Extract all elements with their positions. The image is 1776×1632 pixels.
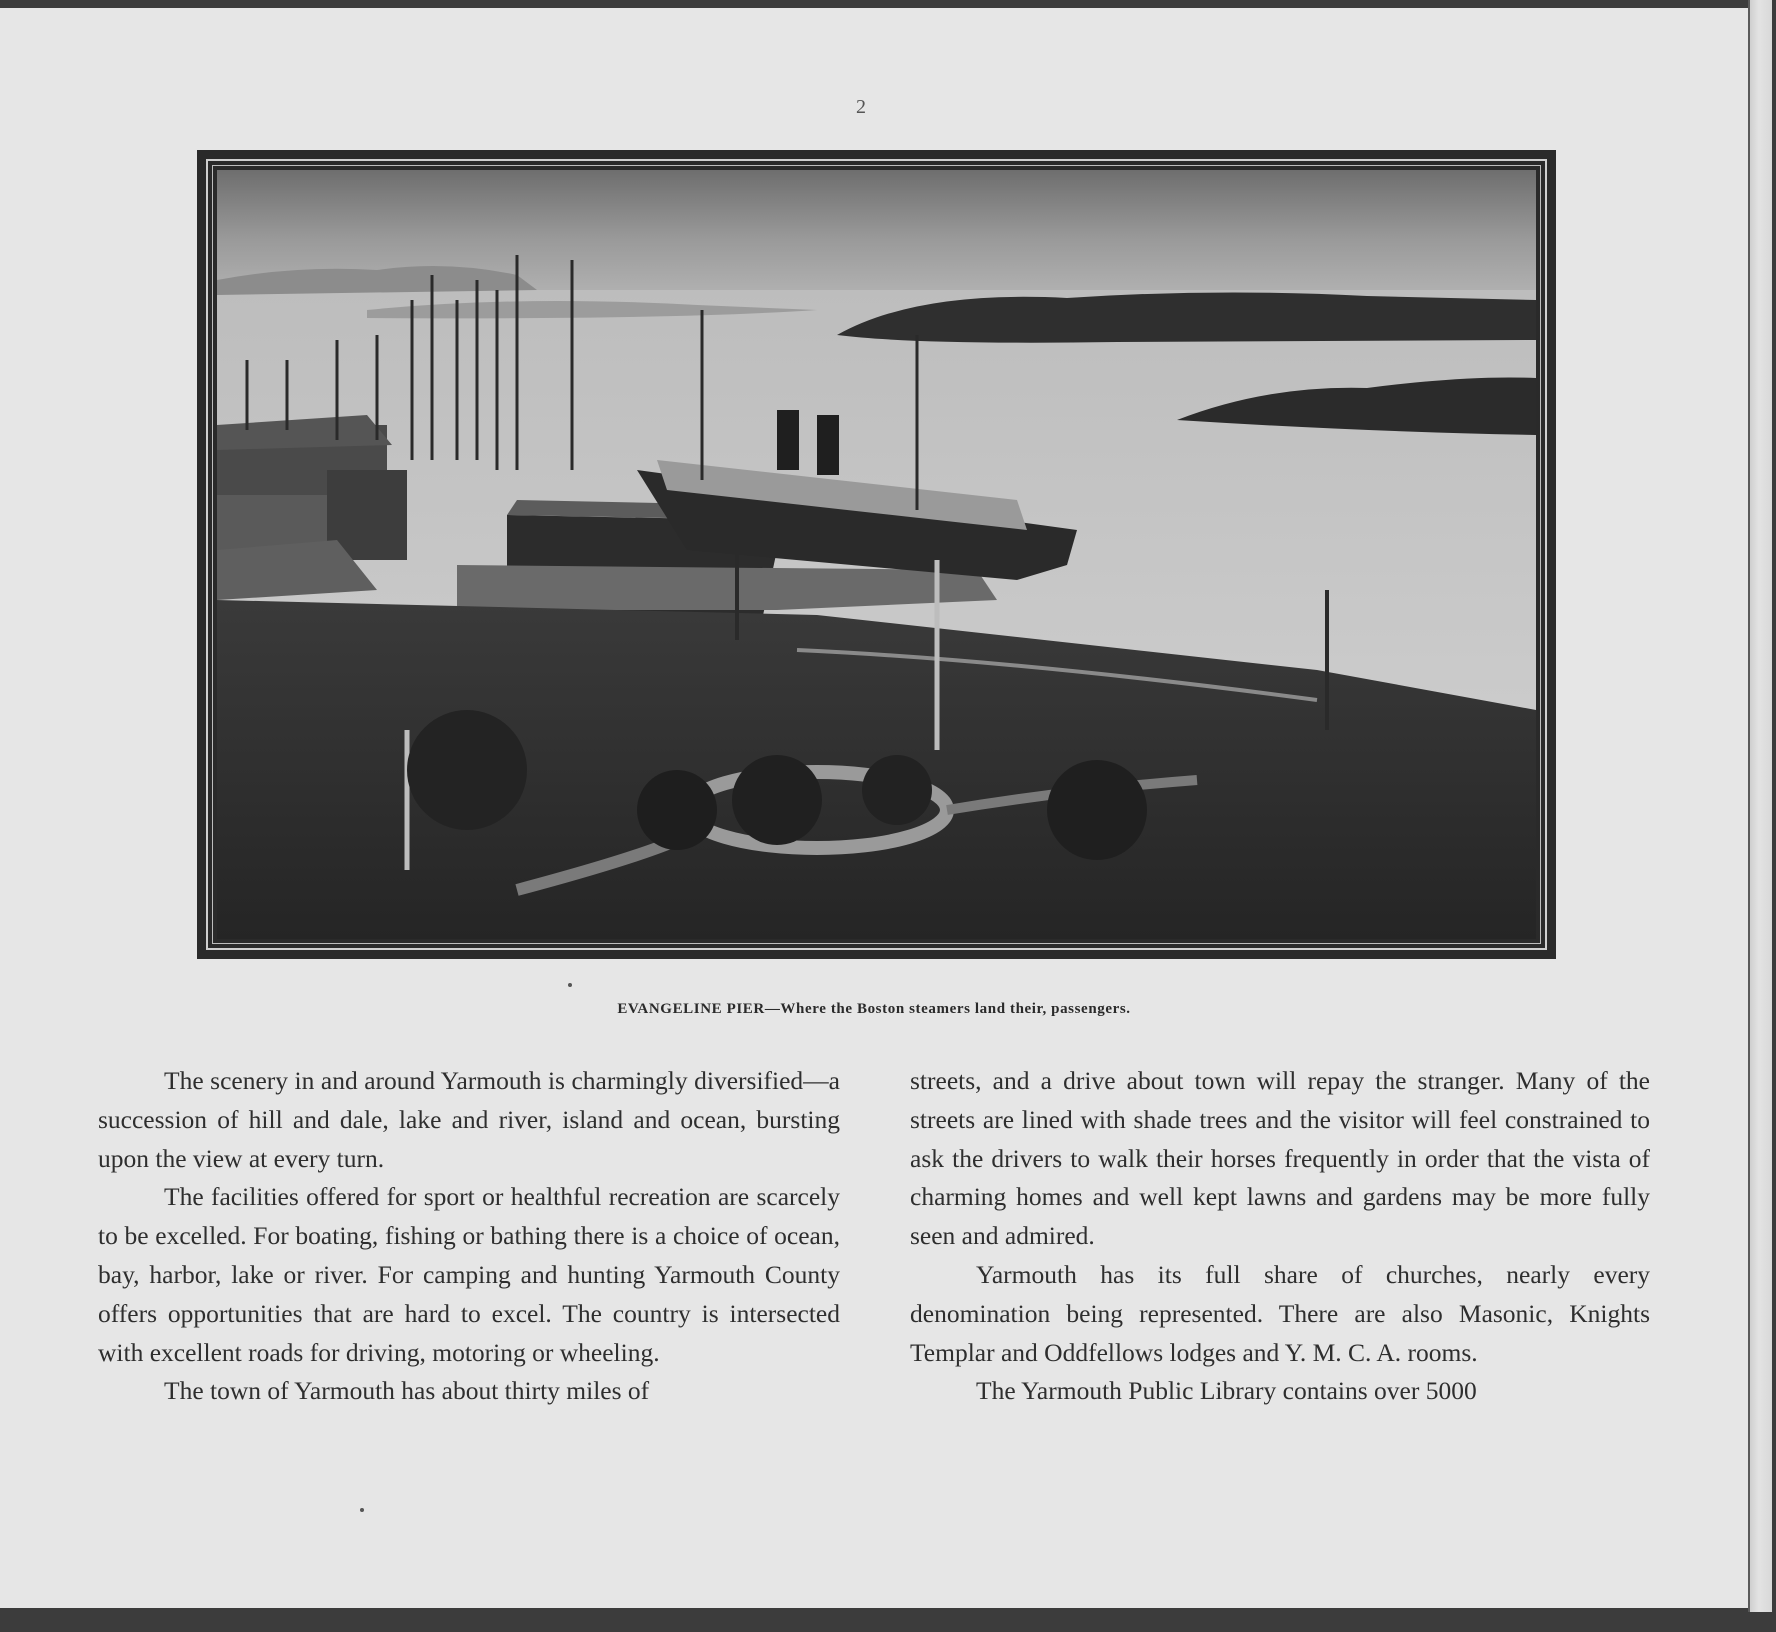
photo-caption: EVANGELINE PIER—Where the Boston steamers land their, passengers.	[617, 1001, 1131, 1017]
paragraph: The town of Yarmouth has about thirty miles of	[164, 1376, 650, 1406]
harbor-photograph	[217, 170, 1536, 939]
harbor-photo-illustration	[217, 170, 1536, 939]
scan-speck	[360, 1508, 364, 1512]
paragraph: streets, and a drive about town will repay the stranger. Many of the streets are lined with shade trees and the visitor will feel constrained to ask the drivers to walk their horses frequently in order that the vista of charming homes and well kept lawns and gardens may be more fully seen and admired.	[910, 1066, 1650, 1251]
document-page	[0, 8, 1748, 1608]
paragraph: Yarmouth has its full share of churches, nearly every denomination being represented. There are also Masonic, Knights Templar and Oddfellows lodges and Y. M. C. A. rooms.	[910, 1259, 1650, 1367]
paragraph: The scenery in and around Yarmouth is charmingly diversified—a succession of hill and dale, lake and river, island and ocean, bursting upon the view at every turn.	[98, 1066, 840, 1173]
left-text-column	[98, 1062, 840, 1411]
adjacent-page-edge	[1750, 0, 1772, 1612]
harbor-photograph-frame	[197, 150, 1556, 959]
paragraph: The Yarmouth Public Library contains over 5000	[976, 1376, 1477, 1406]
paragraph: The facilities offered for sport or healthful recreation are scarcely to be excelled. For boating, fishing or bathing there is a choice of ocean, bay, harbor, lake or river. For camping and hunting Yarmouth County offers opportunities that are hard to excel. The country is intersected with excellent roads for driving, motoring or wheeling.	[98, 1182, 840, 1367]
scan-speck	[568, 983, 572, 987]
page-number: 2	[856, 96, 866, 118]
right-text-column	[910, 1062, 1650, 1411]
